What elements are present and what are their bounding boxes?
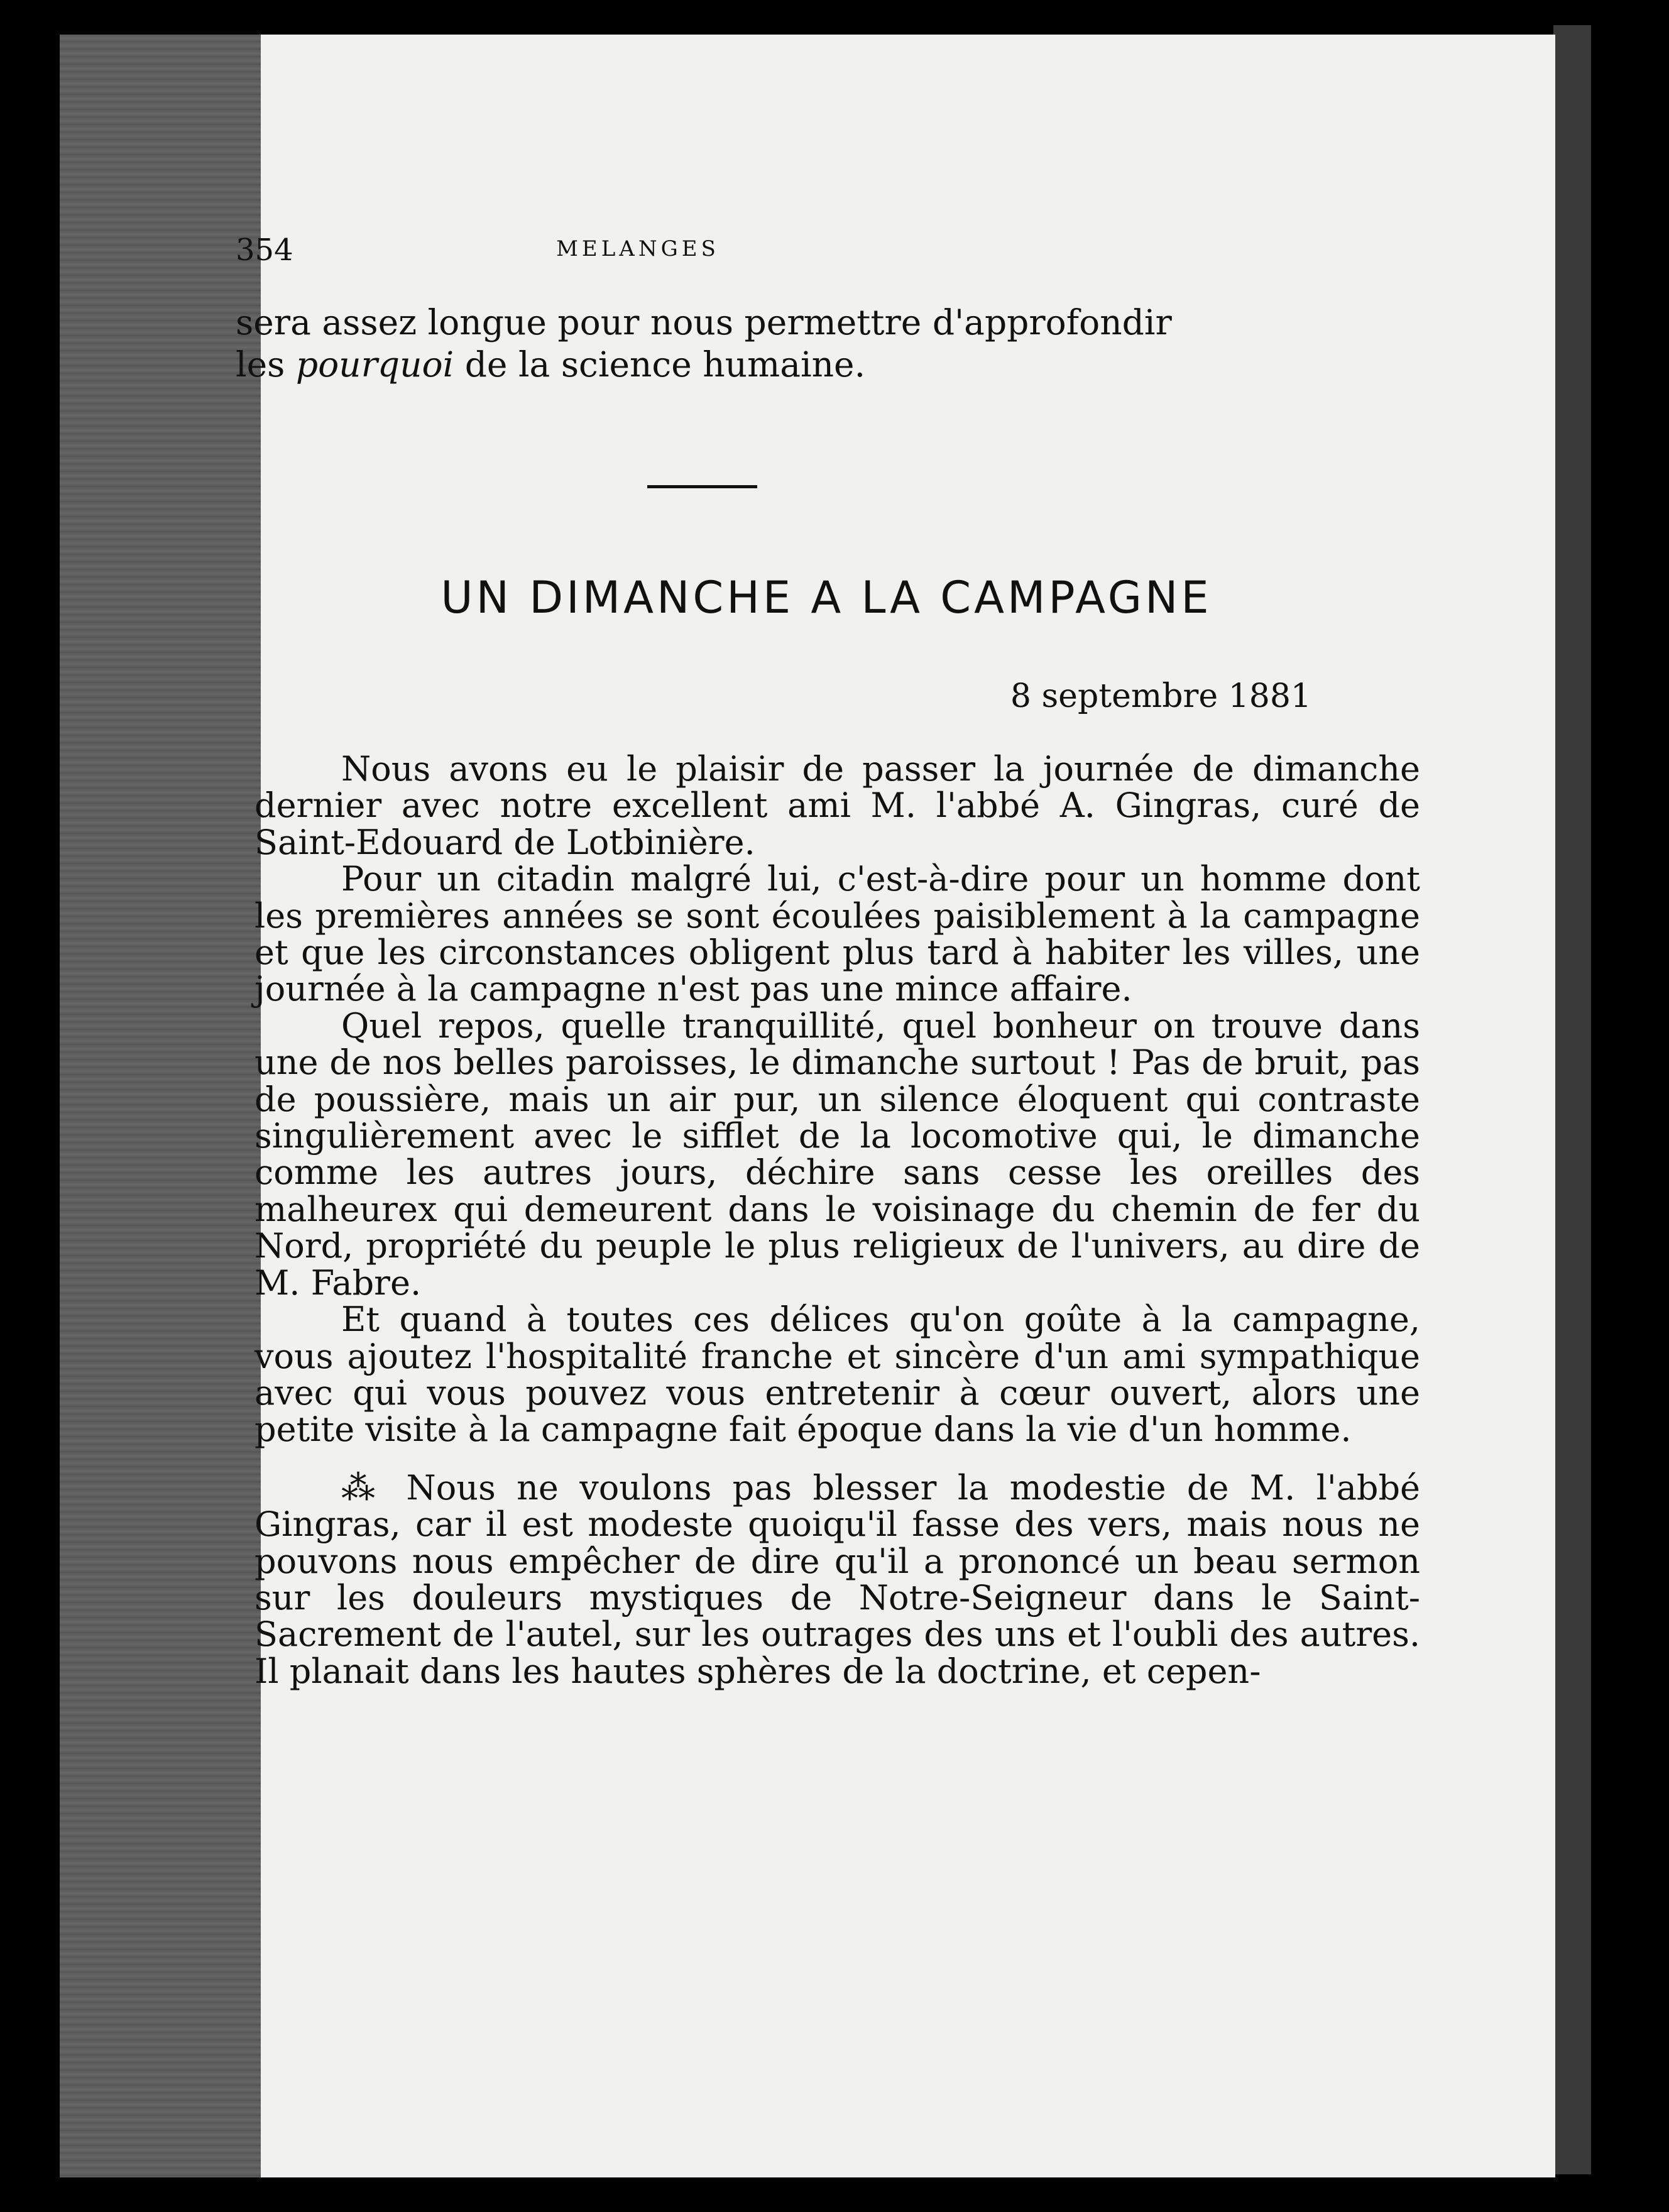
previous-text-line-2: [236, 344, 1417, 386]
article-body: [254, 751, 1420, 1690]
previous-text-line-2-start: les: [236, 344, 285, 385]
article-title: UN DIMANCHE A LA CAMPAGNE: [441, 572, 1212, 623]
paragraph: Pour un citadin malgré lui, c'est-à-dire pour un homme dont les premières années se sont écoulées paisiblement à la campagne et que les circonstances obligent plus tard à habiter les villes, une journée à la campagne n'est pas une mince affaire.: [254, 859, 1420, 1009]
page-number: 354: [236, 233, 293, 268]
paragraph: Nous avons eu le plaisir de passer la journée de dimanche dernier avec notre excellent ami M. l'abbé A. Gingras, curé de Saint-Edouard de Lotbinière.: [254, 749, 1420, 862]
book-edge-right: [1553, 25, 1591, 2174]
article-date: 8 septembre 1881: [1010, 677, 1311, 715]
paragraph: ⁂ Nous ne voulons pas blesser la modestie de M. l'abbé Gingras, car il est modeste quoiqu'il fasse des vers, mais nous ne pouvons nous empêcher de dire qu'il a prononcé un beau sermon sur les douleurs mystiques de Notre-Seigneur dans le Saint-Sacrement de l'autel, sur les outrages des uns et l'oubli des autres. Il planait dans les hautes sphères de la doctrine, et cepen-: [254, 1467, 1420, 1691]
previous-text-line-1: sera assez longue pour nous permettre d'approfondir: [236, 302, 1172, 342]
previous-text-italic-word: pourquoi: [295, 344, 454, 385]
paragraph: Quel repos, quelle tranquillité, quel bonheur on trouve dans une de nos belles paroisses, le dimanche surtout ! Pas de bruit, pas de poussière, mais un air pur, un silence éloquent qui contraste singulièrement avec le sifflet de la locomotive qui, le dimanche comme les autres jours, déchire sans cesse les oreilles des malheurex qui demeurent dans le voisinage du chemin de fer du Nord, propriété du peuple le plus religieux de l'univers, au dire de M. Fabre.: [254, 1005, 1420, 1303]
section-divider: [647, 485, 757, 488]
previous-section-ending: [236, 302, 1417, 386]
book-edge-left: [60, 35, 261, 2177]
paragraph: Et quand à toutes ces délices qu'on goûte à la campagne, vous ajoutez l'hospitalité franche et sincère d'un ami sympathique avec qui vous pouvez vous entretenir à cœur ouvert, alors une petite visite à la campagne fait époque dans la vie d'un homme.: [254, 1300, 1420, 1450]
previous-text-line-2-end: de la science humaine.: [464, 344, 866, 385]
running-title: MELANGES: [556, 236, 720, 261]
page-header: [236, 226, 1040, 276]
